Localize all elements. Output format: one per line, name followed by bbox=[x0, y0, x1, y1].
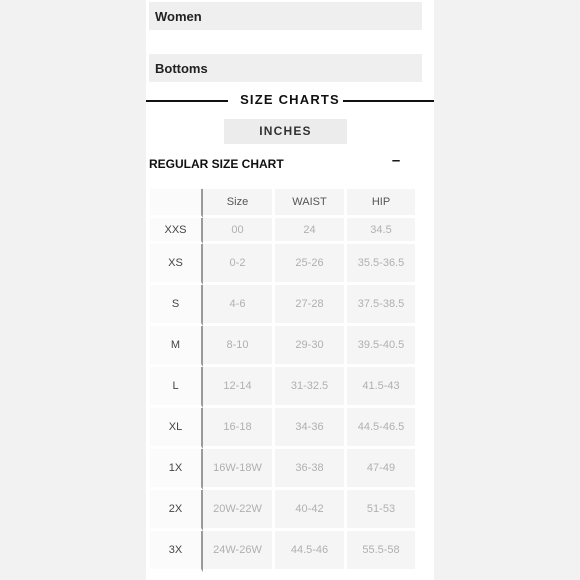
cell-size: 0-2 bbox=[203, 244, 275, 285]
table-header-row bbox=[150, 189, 418, 218]
cell-waist: 31-32.5 bbox=[275, 367, 347, 408]
cell-size: 12-14 bbox=[203, 367, 275, 408]
cell-size-label: 3X bbox=[150, 531, 203, 572]
cell-size: 16-18 bbox=[203, 408, 275, 449]
cell-size: 24W-26W bbox=[203, 531, 275, 572]
cell-hip: 55.5-58 bbox=[347, 531, 418, 572]
cell-hip: 35.5-36.5 bbox=[347, 244, 418, 285]
cell-hip: 34.5 bbox=[347, 218, 418, 244]
section-title: REGULAR SIZE CHART bbox=[149, 157, 284, 171]
cell-waist: 25-26 bbox=[275, 244, 347, 285]
table-row bbox=[150, 449, 418, 490]
cell-size: 8-10 bbox=[203, 326, 275, 367]
cell-waist: 27-28 bbox=[275, 285, 347, 326]
cell-waist: 24 bbox=[275, 218, 347, 244]
column-header-size-label bbox=[150, 189, 203, 218]
cell-waist: 36-38 bbox=[275, 449, 347, 490]
size-table bbox=[150, 189, 418, 572]
cell-size: 20W-22W bbox=[203, 490, 275, 531]
cell-waist: 34-36 bbox=[275, 408, 347, 449]
gender-selector-label: Women bbox=[155, 9, 202, 24]
cell-hip: 37.5-38.5 bbox=[347, 285, 418, 326]
table-row bbox=[150, 408, 418, 449]
cell-size: 00 bbox=[203, 218, 275, 244]
cell-size-label: M bbox=[150, 326, 203, 367]
collapse-toggle-icon[interactable]: – bbox=[391, 152, 401, 169]
cell-size-label: 1X bbox=[150, 449, 203, 490]
cell-size: 16W-18W bbox=[203, 449, 275, 490]
cell-size-label: XS bbox=[150, 244, 203, 285]
cell-size: 4-6 bbox=[203, 285, 275, 326]
column-header-waist: WAIST bbox=[275, 189, 347, 218]
category-selector[interactable] bbox=[149, 54, 422, 82]
column-header-size: Size bbox=[203, 189, 275, 218]
table-row bbox=[150, 326, 418, 367]
table-row bbox=[150, 244, 418, 285]
cell-size-label: S bbox=[150, 285, 203, 326]
table-row bbox=[150, 218, 418, 244]
table-row bbox=[150, 367, 418, 408]
cell-size-label: 2X bbox=[150, 490, 203, 531]
unit-tab-inches[interactable]: INCHES bbox=[224, 119, 347, 144]
cell-size-label: L bbox=[150, 367, 203, 408]
cell-hip: 39.5-40.5 bbox=[347, 326, 418, 367]
table-row bbox=[150, 531, 418, 572]
cell-size-label: XL bbox=[150, 408, 203, 449]
column-header-hip: HIP bbox=[347, 189, 418, 218]
cell-waist: 40-42 bbox=[275, 490, 347, 531]
cell-hip: 44.5-46.5 bbox=[347, 408, 418, 449]
table-row bbox=[150, 490, 418, 531]
gender-selector[interactable] bbox=[149, 2, 422, 30]
table-row bbox=[150, 285, 418, 326]
category-selector-label: Bottoms bbox=[155, 61, 208, 76]
cell-size-label: XXS bbox=[150, 218, 203, 244]
size-charts-heading bbox=[146, 92, 434, 110]
heading-text: SIZE CHARTS bbox=[237, 92, 343, 107]
cell-hip: 47-49 bbox=[347, 449, 418, 490]
cell-hip: 41.5-43 bbox=[347, 367, 418, 408]
cell-waist: 44.5-46 bbox=[275, 531, 347, 572]
cell-hip: 51-53 bbox=[347, 490, 418, 531]
cell-waist: 29-30 bbox=[275, 326, 347, 367]
